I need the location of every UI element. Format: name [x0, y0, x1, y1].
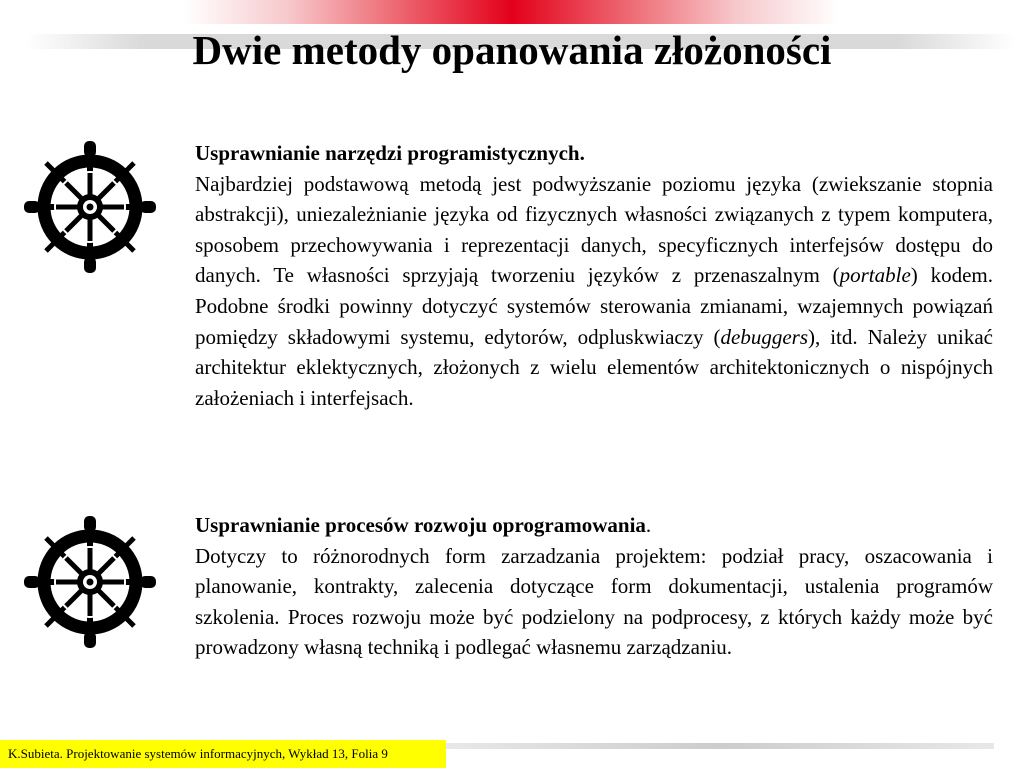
body-text: ), itd. Należy unikać architektur eklektycznych, złożonych z wielu elementów architektonicznych o nispójnych założeniach i interfejsach.	[195, 324, 993, 410]
ships-wheel-icon	[24, 141, 156, 273]
section-heading	[195, 510, 993, 541]
top-gradient-band	[0, 0, 1024, 24]
heading-suffix: .	[645, 513, 652, 537]
section-body: Dotyczy to różnorodnych form zarzadzania projektem: podział pracy, oszacowania i planowanie, kontrakty, zalecenia dotyczące form dokumentacji, ustalenia programów szkolenia. Proces rozwoju może być podzielony na podprocesy, z których każdy może być prowadzony własną techniką i podlegać własnemu zarządzaniu.	[195, 543, 993, 660]
ships-wheel-icon	[24, 516, 156, 648]
section-heading: Usprawnianie narzędzi programistycznych.	[195, 141, 585, 165]
slide-title: Dwie metody opanowania złożoności	[192, 27, 832, 73]
section-process	[195, 510, 993, 663]
emphasis-text: portable	[839, 263, 911, 288]
emphasis-text: debuggers	[720, 324, 809, 349]
section-tools	[195, 138, 993, 413]
footer-band	[446, 743, 994, 749]
body-text: Najbardziej podstawową metodą jest podwyższanie poziomu języka (zwiekszanie stopnia abstrakcji), uniezależnianie języka od fizycznych własności związanych z typem komputera, sposobem przechowywania i reprezentacji danych, specyficznych interfejsów dostępu do danych. Te własności sprzyjają tworzeniu języków z przenaszalnym (	[195, 171, 993, 288]
body-text: ) kodem. Podobne środki powinny dotyczyć systemów sterowania zmianami, wzajemnych powiązań pomiędzy składowymi systemu, edytorów, odpluskwiaczy (	[195, 263, 993, 349]
section-body	[195, 169, 993, 414]
heading-text: Usprawnianie procesów rozwoju oprogramowania	[195, 513, 646, 537]
footer-label: K.Subieta. Projektowanie systemów informacyjnych, Wykład 13, Folia 9	[0, 740, 446, 768]
